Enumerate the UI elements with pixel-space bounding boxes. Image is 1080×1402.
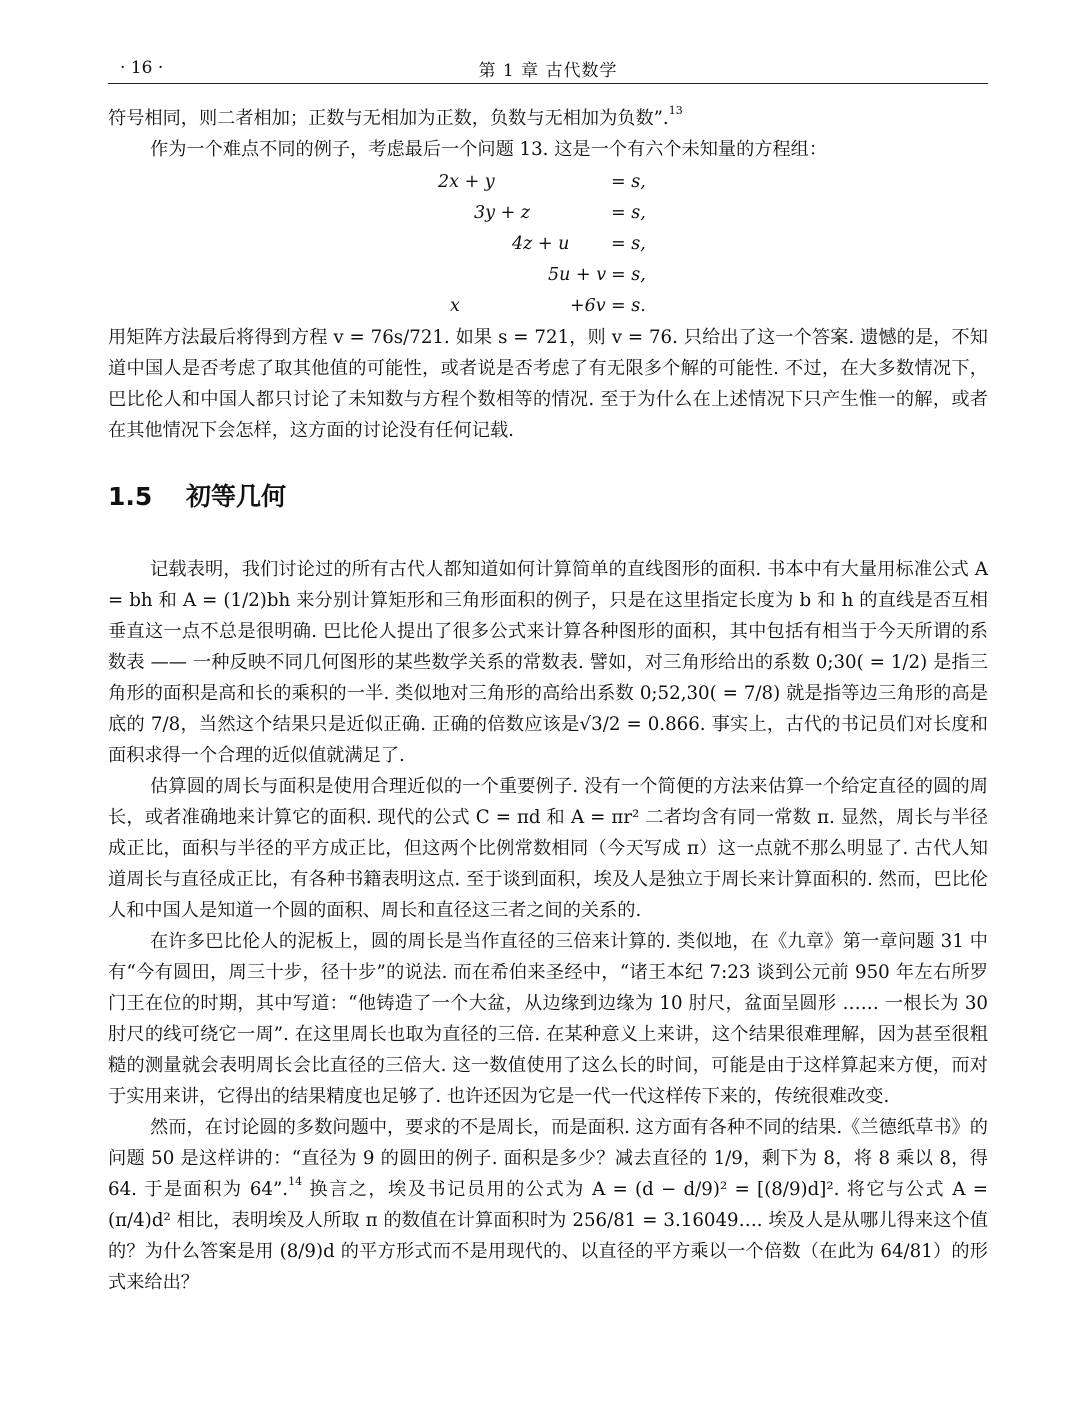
equation-4-right: = s,	[611, 265, 646, 285]
equation-1-right: = s,	[611, 172, 646, 192]
paragraph-circle-estimation: 估算圆的周长与面积是使用合理近似的一个重要例子. 没有一个简便的方法来估算一个给定直径的圆的周长，或者准确地来计算它的面积. 现代的公式 C = πd 和 A = πr² 二者均含有同一常数 π. 显然，周长与半径成正比，面积与半径的平方成正比，但这两个比例常数相同（今天写成 π）这一点就不那么明显了. 古代人知道周长与直径成正比，有各种书籍表明这点. 至于谈到面积，埃及人是独立于周长来计算面积的. 然而，巴比伦人和中国人是知道一个圆的面积、周长和直径这三者之间的关系的.	[108, 776, 988, 921]
section-number: 1.5	[108, 482, 153, 511]
equation-3-right: = s,	[611, 234, 646, 254]
paragraph-intro-example: 作为一个难点不同的例子，考虑最后一个问题 13. 这是一个有六个未知量的方程组：	[150, 139, 828, 160]
paragraph-areas: 记载表明，我们讨论过的所有古代人都知道如何计算简单的直线图形的面积. 书本中有大量用标准公式 A = bh 和 A = (1/2)bh 来分别计算矩形和三角形面积的例子，只是在这里指定长度为 b 和 h 的直线是否互相垂直这一点不总是很明确. 巴比伦人提出了很多公式来计算各种图形的面积，其中包括有相当于今天所谓的系数表 —— 一种反映不同几何图形的某些数学关系的常数表. 譬如，对三角形给出的系数 0;30( = 1/2) 是指三角形的面积是高和长的乘积的一半. 类似地对三角形的高给出系数 0;52,30( = 7/8) 就是指等边三角形的高是底的 7/8，当然这个结果只是近似正确. 正确的倍数应该是√3/2 = 0.866. 事实上，古代的书记员们对长度和面积求得一个合理的近似值就满足了.	[108, 559, 988, 766]
page-number: · 16 ·	[120, 58, 164, 78]
paragraph-text: 换言之，埃及书记员用的公式为 A = (d − d/9)² = [(8/9)d]². 将它与公式 A = (π/4)d² 相比，表明埃及人所取 π 的数值在计算面积时为 256/81 = 3.16049…. 埃及人是从哪儿得来这个值的？为什么答案是用 (8/9)d 的平方形式而不是用现代的、以直径的平方乘以一个倍数（在此为 64/81）的形式来给出？	[108, 1179, 988, 1293]
equation-2-right: = s,	[611, 203, 646, 223]
equation-5-x: x	[450, 296, 460, 316]
section-heading	[108, 480, 988, 514]
footnote-marker: 13	[668, 103, 683, 117]
header-rule	[108, 83, 988, 84]
equation-1-left: 2x + y	[438, 172, 495, 192]
footnote-marker: 14	[288, 1174, 303, 1188]
section-title: 初等几何	[186, 482, 287, 511]
running-title: 第 1 章 古代数学	[478, 61, 618, 81]
equation-5-right: = s.	[611, 296, 646, 316]
page-header	[108, 52, 988, 86]
equation-system	[108, 167, 988, 322]
paragraph-circumference: 在许多巴比伦人的泥板上，圆的周长是当作直径的三倍来计算的. 类似地，在《九章》第一章问题 31 中有“今有圆田，周三十步，径十步”的说法. 而在希伯来圣经中，“诸王本纪 7:23 谈到公元前 950 年左右所罗门王在位的时期，其中写道：“他铸造了一个大盆，从边缘到边缘为 10 肘尺，盆面呈圆形 …… 一根长为 30 肘尺的线可绕它一周”. 在这里周长也取为直径的三倍. 在某种意义上来讲，这个结果很难理解，因为甚至很粗糙的测量就会表明周长会比直径的三倍大. 这一数值使用了这么长的时间，可能是由于这样算起来方便，而对于实用来讲，它得出的结果精度也足够了. 也许还因为它是一代一代这样传下来的，传统很难改变.	[108, 931, 988, 1107]
paragraph-text: 然而，在讨论圆的多数问题中，要求的不是周长，而是面积. 这方面有各种不同的结果.《兰德纸草书》的问题 50 是这样讲的：“直径为 9 的圆田的例子. 面积是多少？减去直径的 1/9，剩下为 8，将 8 乘以 8，得 64. 于是面积为 64”.	[108, 1117, 988, 1200]
paragraph-continued	[108, 103, 988, 134]
paragraph-text: 符号相同，则二者相加；正数与无相加为正数，负数与无相加为负数”.	[108, 108, 669, 129]
paragraph-circle-area	[108, 1112, 988, 1298]
equation-4-left: 5u + v	[548, 265, 607, 285]
equation-5-left: +6v	[570, 296, 606, 316]
body-text	[108, 103, 988, 1298]
equation-2-left: 3y + z	[474, 203, 531, 223]
paragraph-matrix-method: 用矩阵方法最后将得到方程 v = 76s/721. 如果 s = 721，则 v = 76. 只给出了这一个答案. 遗憾的是，不知道中国人是否考虑了取其他值的可能性，或者说是否考虑了有无限多个解的可能性. 不过，在大多数情况下，巴比伦人和中国人都只讨论了未知数与方程个数相等的情况. 至于为什么在上述情况下只产生惟一的解，或者在其他情况下会怎样，这方面的讨论没有任何记载.	[108, 327, 988, 441]
equation-3-left: 4z + u	[512, 234, 570, 254]
